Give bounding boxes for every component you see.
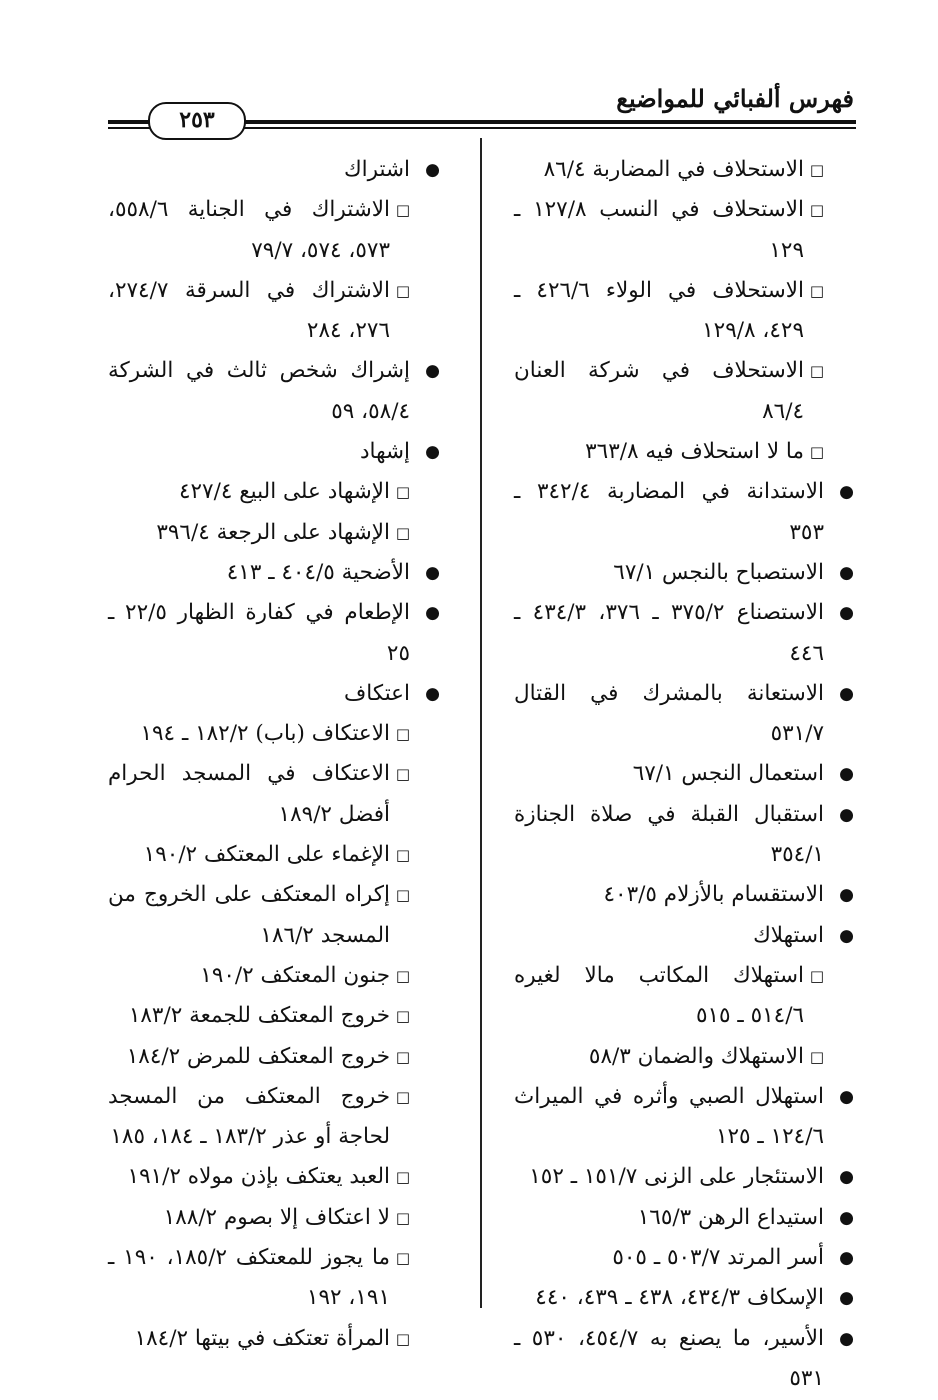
index-entry-sub [108,835,440,875]
index-entry-sub [108,1198,440,1238]
index-entry-main [514,553,854,593]
index-entry-text: ما يجوز للمعتكف ١٨٥/٢، ١٩٠ ـ ١٩١، ١٩٢ [108,1245,391,1311]
index-entry-sub [108,472,440,512]
index-entry-text: خروج المعتكف للجمعة ١٨٣/٢ [128,1003,390,1029]
square-bullet-icon: □ [809,362,824,381]
index-entry-text: الأسير، ما يصنع به ٤٥٤/٧، ٥٣٠ ـ ٥٣١ [514,1325,824,1391]
bullet-icon: ● [839,885,854,906]
square-bullet-icon: □ [395,886,410,905]
index-entry-text: الاستحلاف في شركة العنان ٨٦/٤ [514,358,804,424]
index-entry-text: إشراك شخص ثالث في الشركة ٥٨/٤، ٥٩ [108,358,410,424]
index-entry-text: الاستصباح بالنجس ٦٧/١ [613,559,824,585]
bullet-icon: ● [425,442,440,463]
index-entry-sub [108,271,440,352]
index-entry-text: العبد يعتكف بإذن مولاه ١٩١/٢ [127,1164,390,1190]
square-bullet-icon: □ [395,483,410,502]
index-entry-main [108,553,440,593]
bullet-icon: ● [425,361,440,382]
index-entry-text: إشهاد [359,439,410,465]
index-entry-main [514,1238,854,1278]
index-entry-main [514,674,854,755]
index-entry-text: الإطعام في كفارة الظهار ٢٢/٥ ـ ٢٥ [108,600,410,666]
index-entry-text: الإشهاد على الرجعة ٣٩٦/٤ [156,519,390,545]
index-entry-text: الاعتكاف (باب) ١٨٢/٢ ـ ١٩٤ [140,721,390,747]
index-entry-text: الاستقسام بالأزلام ٤٠٣/٥ [603,882,824,908]
page-title: فهرس ألفبائي للمواضيع [616,84,854,113]
index-entry-main [514,1278,854,1318]
index-entry-sub [108,1077,440,1158]
index-entry-text: ما لا استحلاف فيه ٣٦٣/٨ [585,439,804,465]
index-entry-main [108,674,440,714]
index-entry-text: استقبال القبلة في صلاة الجنازة ٣٥٤/١ [514,801,824,868]
square-bullet-icon: □ [809,161,824,179]
column-divider [480,138,482,1308]
square-bullet-icon: □ [395,201,410,220]
index-entry-text: استهلاك المكاتب مالا لغيره ٥١٤/٦ ـ ٥١٥ [514,962,804,1029]
bullet-icon: ● [839,1086,854,1107]
index-entry-text: الاستحلاف في النسب ١٢٧/٨ ـ ١٢٩ [514,197,804,263]
index-entry-text: اعتكاف [343,680,410,706]
square-bullet-icon: □ [809,443,824,462]
index-entry-sub [514,432,854,472]
index-entry-sub [108,754,440,835]
square-bullet-icon: □ [809,281,824,300]
index-entry-sub [514,351,854,432]
index-entry-text: الإسكاف ٤٣٤/٣، ٤٣٨ ـ ٤٣٩، ٤٤٠ [535,1285,824,1311]
square-bullet-icon: □ [395,1249,410,1268]
square-bullet-icon: □ [395,523,410,542]
bullet-icon: ● [839,603,854,624]
index-entry-text: الاستصناع ٣٧٥/٢ ـ ٣٧٦، ٤٣٤/٣ ـ ٤٤٦ [514,600,825,666]
bullet-icon: ● [425,160,440,180]
index-entry-text: الإشهاد على البيع ٤٢٧/٤ [178,479,390,505]
bullet-icon: ● [839,1288,854,1309]
square-bullet-icon: □ [395,1087,410,1106]
bullet-icon: ● [839,1328,854,1349]
index-entry-text: اشتراك [343,157,410,182]
index-entry-text: استيداع الرهن ١٦٥/٣ [637,1204,824,1230]
index-entry-main [514,916,854,956]
index-entry-sub [108,714,440,754]
bullet-icon: ● [839,1167,854,1188]
index-entry-sub [108,1157,440,1197]
index-entry-text: الاستئجار على الزنى ١٥١/٧ ـ ١٥٢ [529,1164,824,1190]
index-entry-main [514,795,854,876]
index-entry-text: المرأة تعتكف في بيتها ١٨٤/٢ [134,1325,390,1351]
index-entry-main [108,351,440,432]
index-entry-text: الاستحلاف في المضاربة ٨٦/٤ [543,157,804,182]
index-entry-sub [514,956,854,1037]
index-column-left [108,150,440,1359]
index-entry-text: استهلاك [753,922,824,948]
square-bullet-icon: □ [395,765,410,784]
square-bullet-icon: □ [395,1047,410,1066]
index-entry-text: الاستحلاف في الولاء ٤٢٦/٦ ـ ٤٢٩، ١٢٩/٨ [514,277,805,344]
bullet-icon: ● [425,683,440,704]
index-entry-text: الاستعانة بالمشرك في القتال ٥٣١/٧ [514,680,824,747]
index-entry-sub [108,996,440,1036]
index-entry-sub [514,271,854,352]
square-bullet-icon: □ [809,1047,824,1066]
index-entry-text: استعمال النجس ٦٧/١ [632,761,824,787]
index-entry-text: خروج المعتكف من المسجد لحاجة أو عذر ١٨٣/٢ ـ ١٨٤، ١٨٥ [108,1083,390,1150]
bullet-icon: ● [839,1248,854,1269]
index-entry-text: استهلال الصبي وأثره في الميراث ١٢٤/٦ ـ ١٢٥ [514,1083,824,1150]
index-entry-main [514,1198,854,1238]
bullet-icon: ● [839,1207,854,1228]
index-entry-text: الاستدانة في المضاربة ٣٤٢/٤ ـ ٣٥٣ [514,479,825,545]
index-entry-main [108,150,440,190]
index-entry-text: الأضحية ٤٠٤/٥ ـ ٤١٣ [226,559,410,585]
bullet-icon: ● [425,562,440,583]
index-entry-text: الاستهلاك والضمان ٥٨/٣ [588,1043,804,1069]
index-column-right [514,150,854,1399]
square-bullet-icon: □ [395,1007,410,1026]
index-entry-text: أسر المرتد ٥٠٣/٧ ـ ٥٠٥ [612,1245,824,1271]
bullet-icon: ● [839,764,854,785]
index-entry-text: إكراه المعتكف على الخروج من المسجد ١٨٦/٢ [108,882,390,948]
square-bullet-icon: □ [395,966,410,985]
bullet-icon: ● [839,804,854,825]
index-entry-sub [108,1319,440,1359]
bullet-icon: ● [425,603,440,624]
square-bullet-icon: □ [395,725,410,744]
index-entry-sub [108,1238,440,1319]
bullet-icon: ● [839,482,854,503]
square-bullet-icon: □ [809,966,824,985]
index-entry-main [514,1157,854,1197]
index-entry-sub [108,513,440,553]
bullet-icon: ● [839,925,854,946]
index-entry-main [108,593,440,674]
index-entry-main [514,1319,854,1400]
index-entry-text: الإغماء على المعتكف ١٩٠/٢ [143,842,390,868]
index-entry-text: جنون المعتكف ١٩٠/٢ [200,962,390,988]
square-bullet-icon: □ [395,1329,410,1348]
index-entry-sub [108,956,440,996]
index-entry-text: خروج المعتكف للمرض ١٨٤/٢ [126,1043,390,1069]
square-bullet-icon: □ [395,846,410,865]
index-entry-sub [108,1037,440,1077]
index-entry-main [514,875,854,915]
index-entry-text: لا اعتكاف إلا بصوم ١٨٨/٢ [163,1204,390,1230]
square-bullet-icon: □ [395,1208,410,1227]
bullet-icon: ● [839,562,854,583]
page-header [108,84,856,134]
square-bullet-icon: □ [395,281,410,300]
index-entry-text: الاعتكاف في المسجد الحرام أفضل ١٨٩/٢ [108,761,390,827]
bullet-icon: ● [839,683,854,704]
index-entry-main [108,432,440,472]
index-entry-sub [108,190,440,271]
square-bullet-icon: □ [809,201,824,220]
index-entry-sub [514,150,854,190]
index-entry-text: الاشتراك في السرقة ٢٧٤/٧، ٢٧٦، ٢٨٤ [108,277,390,344]
index-entry-sub [514,190,854,271]
index-entry-text: الاشتراك في الجناية ٥٥٨/٦، ٥٧٣، ٥٧٤، ٧٩/٧ [108,197,390,263]
index-entry-main [514,593,854,674]
index-entry-main [514,472,854,553]
index-entry-sub [108,875,440,956]
index-entry-sub [514,1037,854,1077]
square-bullet-icon: □ [395,1168,410,1187]
page-number-badge: ٢٥٣ [148,102,246,140]
index-entry-main [514,754,854,794]
index-entry-main [514,1077,854,1158]
